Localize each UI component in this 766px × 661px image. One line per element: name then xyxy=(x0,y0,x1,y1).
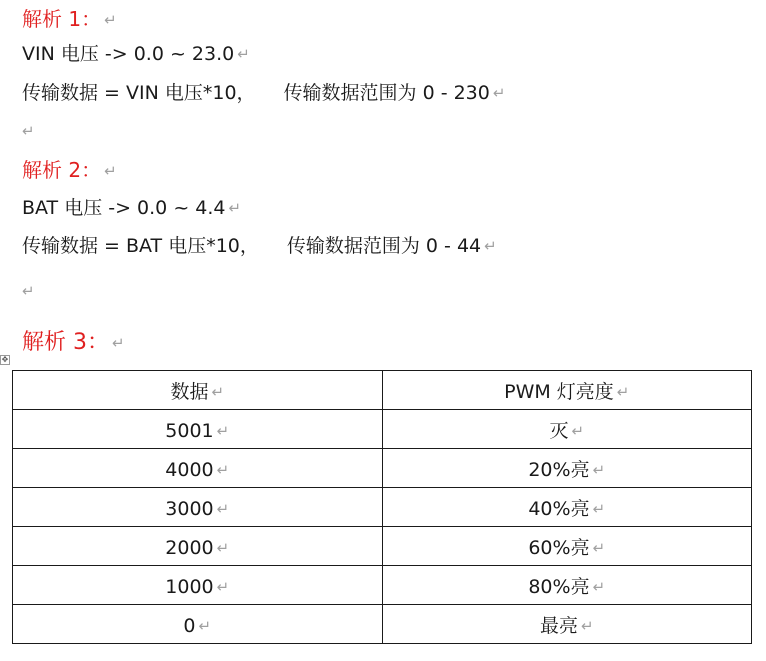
section1-heading: 解析 1： xyxy=(22,7,102,31)
data-value-cell[interactable] xyxy=(13,449,383,488)
brightness-cell[interactable] xyxy=(382,410,752,449)
section1-heading-line xyxy=(22,6,117,33)
table-row xyxy=(13,449,752,488)
vin-formula-text: 传输数据 = VIN 电压*10， xyxy=(22,82,256,104)
table-row xyxy=(13,488,752,527)
header-pwm-label: PWM 灯亮度 xyxy=(504,381,614,403)
data-value: 4000 xyxy=(165,459,214,481)
paragraph-mark-icon: ↵ xyxy=(104,11,117,29)
data-value: 3000 xyxy=(165,498,214,520)
pwm-brightness-table xyxy=(12,370,752,644)
brightness-cell[interactable] xyxy=(382,488,752,527)
cell-mark-icon: ↵ xyxy=(571,422,585,440)
header-data-label: 数据 xyxy=(170,381,209,403)
section2-heading-line xyxy=(22,157,117,184)
section2-formula-line xyxy=(22,233,497,259)
cell-mark-icon: ↵ xyxy=(592,539,606,557)
bat-range-result-text: 传输数据范围为 0 - 44 xyxy=(286,235,482,257)
table-body xyxy=(13,371,752,644)
table-header-row xyxy=(13,371,752,410)
empty-paragraph xyxy=(22,118,35,144)
cell-mark-icon: ↵ xyxy=(592,578,606,596)
section3-heading-line xyxy=(22,330,125,356)
paragraph-mark-icon: ↵ xyxy=(112,334,125,352)
table-row xyxy=(13,527,752,566)
data-value-cell[interactable] xyxy=(13,566,383,605)
table-row xyxy=(13,566,752,605)
paragraph-mark-icon: ↵ xyxy=(228,199,242,217)
cell-mark-icon: ↵ xyxy=(216,578,230,596)
brightness-value: 40%亮 xyxy=(528,498,590,520)
cell-mark-icon: ↵ xyxy=(216,539,230,557)
cell-mark-icon: ↵ xyxy=(592,461,606,479)
paragraph-mark-icon: ↵ xyxy=(22,282,35,300)
vin-range-text: VIN 电压 -> 0.0 ~ 23.0 xyxy=(22,43,235,65)
paragraph-mark-icon: ↵ xyxy=(237,45,250,63)
header-cell[interactable] xyxy=(382,371,752,410)
brightness-value: 60%亮 xyxy=(528,537,590,559)
paragraph-mark-icon: ↵ xyxy=(22,122,35,140)
cell-mark-icon: ↵ xyxy=(616,383,630,401)
brightness-cell[interactable] xyxy=(382,605,752,644)
bat-formula-text: 传输数据 = BAT 电压*10， xyxy=(22,235,259,257)
section3-heading: 解析 3： xyxy=(22,330,109,355)
vin-range-result-text: 传输数据范围为 0 - 230 xyxy=(283,82,490,104)
cell-mark-icon: ↵ xyxy=(216,422,230,440)
data-value: 2000 xyxy=(165,537,214,559)
cell-mark-icon: ↵ xyxy=(211,383,225,401)
brightness-cell[interactable] xyxy=(382,566,752,605)
data-value-cell[interactable] xyxy=(13,605,383,644)
brightness-value: 最亮 xyxy=(539,615,578,637)
table-move-handle-icon[interactable]: ✥ xyxy=(1,355,9,364)
section1-formula-line xyxy=(22,80,505,106)
data-value-cell[interactable] xyxy=(13,410,383,449)
data-value: 5001 xyxy=(165,420,214,442)
header-cell[interactable] xyxy=(13,371,383,410)
brightness-cell[interactable] xyxy=(382,527,752,566)
cell-mark-icon: ↵ xyxy=(580,617,594,635)
bat-range-text: BAT 电压 -> 0.0 ~ 4.4 xyxy=(22,197,226,219)
brightness-value: 20%亮 xyxy=(528,459,590,481)
table-row xyxy=(13,605,752,644)
empty-paragraph xyxy=(22,278,35,304)
brightness-cell[interactable] xyxy=(382,449,752,488)
section2-bat-range-line xyxy=(22,195,241,221)
cell-mark-icon: ↵ xyxy=(216,500,230,518)
cell-mark-icon: ↵ xyxy=(592,500,606,518)
brightness-value: 80%亮 xyxy=(528,576,590,598)
data-value: 1000 xyxy=(165,576,214,598)
paragraph-mark-icon: ↵ xyxy=(492,84,506,102)
paragraph-mark-icon: ↵ xyxy=(104,162,117,180)
paragraph-mark-icon: ↵ xyxy=(484,237,497,255)
cell-mark-icon: ↵ xyxy=(216,461,230,479)
cell-mark-icon: ↵ xyxy=(198,617,212,635)
brightness-value: 灭 xyxy=(549,420,569,442)
data-value: 0 xyxy=(183,615,196,637)
table-row xyxy=(13,410,752,449)
section2-heading: 解析 2： xyxy=(22,158,102,182)
data-value-cell[interactable] xyxy=(13,488,383,527)
data-value-cell[interactable] xyxy=(13,527,383,566)
section1-vin-range-line xyxy=(22,41,250,67)
